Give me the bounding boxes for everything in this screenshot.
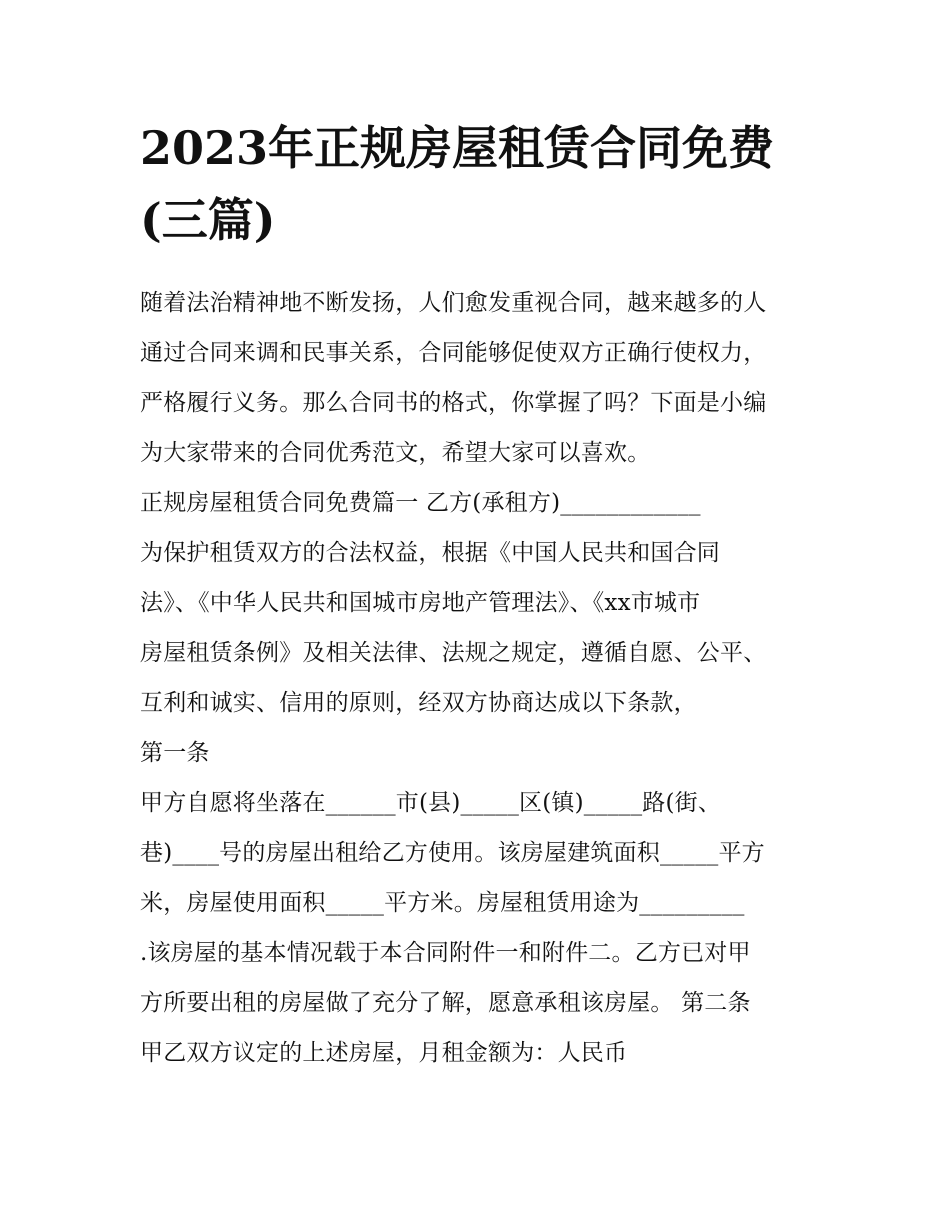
body-line-1: 随着法治精神地不断发扬，人们愈发重视合同，越来越多的人 xyxy=(140,290,767,316)
body-line-4: 为大家带来的合同优秀范文，希望大家可以喜欢。 xyxy=(140,440,651,466)
body-line-8: 房屋租赁条例》及相关法律、法规之规定，遵循自愿、公平、 xyxy=(140,640,767,666)
body-line-7: 法》、《中华人民共和国城市房地产管理法》、《xx市城市 xyxy=(140,590,701,616)
body-line-12: 巷)____号的房屋出租给乙方使用。该房屋建筑面积_____平方 xyxy=(140,840,765,866)
body-line-15: 方所要出租的房屋做了充分了解，愿意承租该房屋。 第二条 xyxy=(140,990,751,1016)
document-body xyxy=(140,278,830,1078)
body-line-5: 正规房屋租赁合同免费篇一 乙方(承租方)____________ xyxy=(140,490,701,516)
body-line-2: 通过合同来调和民事关系，合同能够促使双方正确行使权力， xyxy=(140,340,767,366)
document-title xyxy=(140,112,830,256)
body-line-10: 第一条 xyxy=(140,740,210,766)
title-line-1: 2023年正规房屋租赁合同免费 xyxy=(140,121,775,175)
body-line-13: 米，房屋使用面积_____平方米。房屋租赁用途为_________ xyxy=(140,890,745,916)
body-line-3: 严格履行义务。那么合同书的格式，你掌握了吗？下面是小编 xyxy=(140,390,767,416)
body-line-11: 甲方自愿将坐落在______市(县)_____区(镇)_____路(街、 xyxy=(140,790,722,816)
title-line-2: (三篇) xyxy=(140,193,276,247)
body-line-9: 互利和诚实、信用的原则，经双方协商达成以下条款， xyxy=(140,690,697,716)
body-line-6: 为保护租赁双方的合法权益，根据《中国人民共和国合同 xyxy=(140,540,720,566)
body-line-14: .该房屋的基本情况载于本合同附件一和附件二。乙方已对甲 xyxy=(140,940,751,966)
body-line-16: 甲乙双方议定的上述房屋，月租金额为：人民币 xyxy=(140,1040,628,1066)
